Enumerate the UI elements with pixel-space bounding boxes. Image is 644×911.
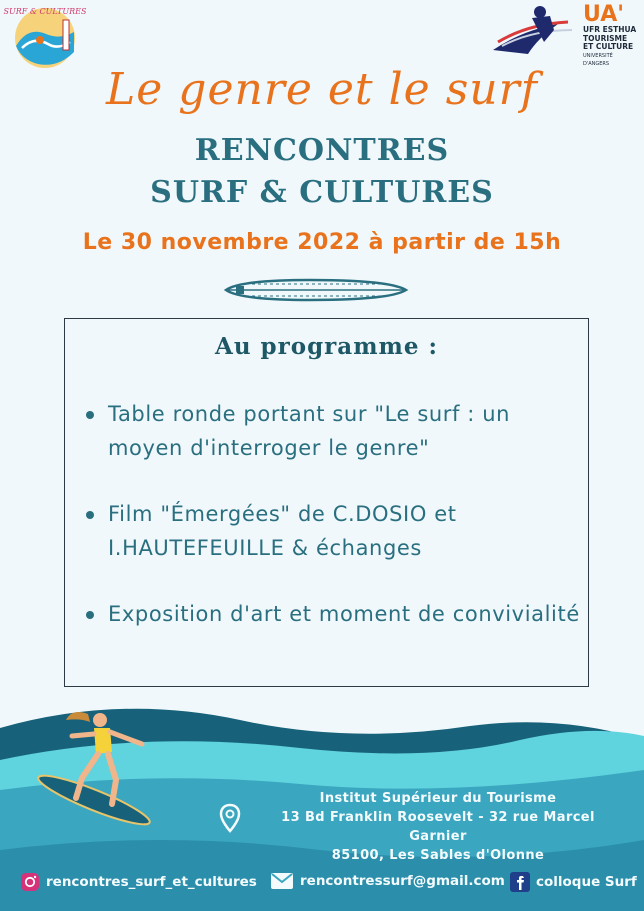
program-item-film: Film "Émergées" de C.DOSIO et I.HAUTEFEUILLE & échanges [83, 497, 583, 565]
facebook-link[interactable] [510, 872, 637, 892]
event-date: Le 30 novembre 2022 à partir de 15h [82, 230, 562, 255]
facebook-page: colloque Surf [536, 874, 637, 890]
instagram-handle: rencontres_surf_et_cultures [46, 874, 257, 890]
ufr-name: UFR ESTHUA TOURISME ET CULTURE UNIVERSITÉ D'ANGERS [583, 25, 637, 67]
surfboard-icon [220, 276, 410, 304]
address-line-1: Institut Supérieur du Tourisme [319, 791, 557, 806]
surf-cultures-logo [3, 2, 87, 70]
title-line-1: RENCONTRES [194, 133, 450, 168]
ufr-esthua-logo [488, 2, 638, 67]
facebook-icon [510, 872, 530, 892]
ua-mark: UA' [583, 2, 624, 27]
program-list [83, 397, 583, 663]
instagram-link[interactable] [20, 872, 257, 892]
address-line-3: Garnier [409, 829, 467, 844]
title-line-2: SURF & CULTURES [150, 175, 494, 210]
instagram-icon [20, 872, 40, 892]
page-title [0, 130, 644, 214]
location-pin-icon [219, 803, 241, 833]
program-item-exhibition: Exposition d'art et moment de convivialité [83, 597, 583, 631]
program-heading: Au programme : [214, 333, 439, 360]
script-title: Le genre et le surf [106, 64, 538, 115]
address-line-4: 85100, Les Sables d'Olonne [331, 848, 545, 863]
venue-address [268, 789, 608, 865]
program-item-round-table: Table ronde portant sur "Le surf : un moyen d'interroger le genre" [83, 397, 583, 465]
surfer-illustration [32, 708, 172, 828]
address-line-2: 13 Bd Franklin Roosevelt - 32 rue Marcel [281, 810, 595, 825]
mail-icon [270, 872, 294, 890]
runner-icon [488, 2, 578, 62]
email-address: rencontressurf@gmail.com [300, 873, 505, 889]
program-box [64, 318, 589, 687]
logo-wordmark: SURF & CULTURES [3, 7, 87, 16]
email-link[interactable] [270, 872, 505, 890]
